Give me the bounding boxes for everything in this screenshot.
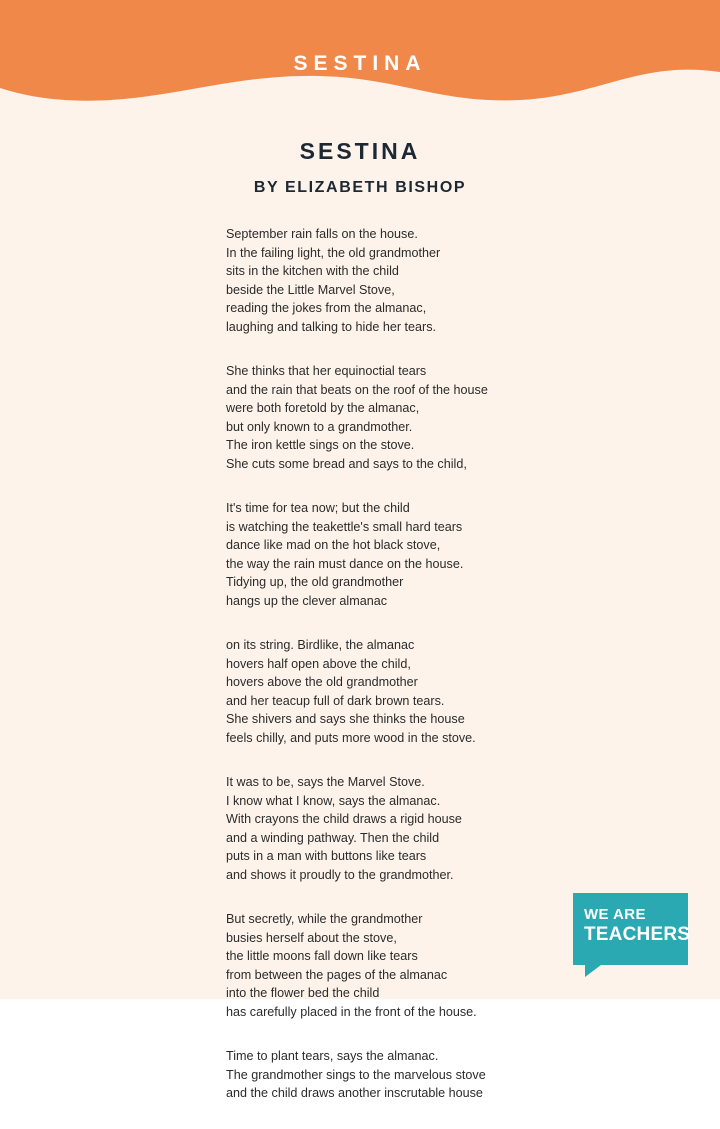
poem-line: She thinks that her equinoctial tears: [226, 364, 427, 378]
we-are-teachers-logo: [573, 893, 691, 973]
logo-line-2: TEACHERS: [584, 924, 691, 945]
poem-line: It's time for tea now; but the child: [226, 501, 410, 515]
poem-line: has carefully placed in the front of the house.: [226, 1004, 477, 1019]
poem-line: into the flower bed the child: [226, 986, 380, 1000]
stanza: [226, 499, 556, 610]
poem-line: from between the pages of the almanac: [226, 967, 448, 982]
poem-line: and her teacup full of dark brown tears.: [226, 693, 445, 708]
poem-line: hangs up the clever almanac: [226, 593, 388, 608]
poem-line: laughing and talking to hide her tears.: [226, 319, 437, 334]
stanza: [226, 636, 556, 747]
poem-line: With crayons the child draws a rigid house: [226, 812, 462, 826]
poem-line: feels chilly, and puts more wood in the stove.: [226, 730, 476, 745]
poem-line: sits in the kitchen with the child: [226, 264, 399, 278]
poem-line: reading the jokes from the almanac,: [226, 301, 427, 315]
poem-line: She cuts some bread and says to the child,: [226, 456, 467, 471]
poem-line: the little moons fall down like tears: [226, 949, 418, 963]
poem-line: The iron kettle sings on the stove.: [226, 438, 415, 452]
stanza: [226, 1047, 556, 1103]
stanza: [226, 225, 556, 336]
poem-line: But secretly, while the grandmother: [226, 912, 423, 926]
poem-body: [164, 225, 556, 1103]
stanza: [226, 362, 556, 473]
logo-line-1: WE ARE: [584, 906, 646, 923]
poem-author: BY ELIZABETH BISHOP: [253, 179, 467, 196]
stanza: [226, 773, 556, 884]
poem-line: Time to plant tears, says the almanac.: [226, 1049, 439, 1063]
poem-container: [0, 138, 720, 1129]
header-band: [0, 0, 720, 120]
poem-line: Tidying up, the old grandmother: [226, 575, 404, 589]
poem-line: September rain falls on the house.: [226, 227, 418, 241]
stanza: [226, 910, 556, 1021]
poem-line: busies herself about the stove,: [226, 930, 397, 945]
poem-title: SESTINA: [299, 138, 421, 164]
banner-title: SESTINA: [293, 52, 427, 75]
poem-line: but only known to a grandmother.: [226, 419, 413, 434]
logo-speech-tail: [585, 965, 601, 977]
poem-line: It was to be, says the Marvel Stove.: [226, 775, 425, 789]
poem-line: In the failing light, the old grandmother: [226, 245, 441, 260]
poem-line: puts in a man with buttons like tears: [226, 849, 427, 863]
poem-line: The grandmother sings to the marvelous stove: [226, 1067, 486, 1082]
poem-line: is watching the teakettle's small hard tears: [226, 519, 463, 534]
poem-line: and the rain that beats on the roof of the house: [226, 382, 488, 397]
poem-line: and shows it proudly to the grandmother.: [226, 867, 454, 882]
poem-line: I know what I know, says the almanac.: [226, 793, 441, 808]
poem-line: the way the rain must dance on the house.: [226, 556, 464, 571]
poem-line: She shivers and says she thinks the house: [226, 712, 465, 726]
logo-text: [584, 906, 690, 945]
poem-line: were both foretold by the almanac,: [226, 401, 420, 415]
poem-line: on its string. Birdlike, the almanac: [226, 638, 415, 652]
poem-line: and a winding pathway. Then the child: [226, 830, 440, 845]
poem-line: hovers above the old grandmother: [226, 675, 418, 689]
poem-line: and the child draws another inscrutable house: [226, 1086, 483, 1100]
poem-line: dance like mad on the hot black stove,: [226, 538, 441, 552]
poem-line: beside the Little Marvel Stove,: [226, 282, 395, 297]
poem-line: hovers half open above the child,: [226, 656, 411, 671]
